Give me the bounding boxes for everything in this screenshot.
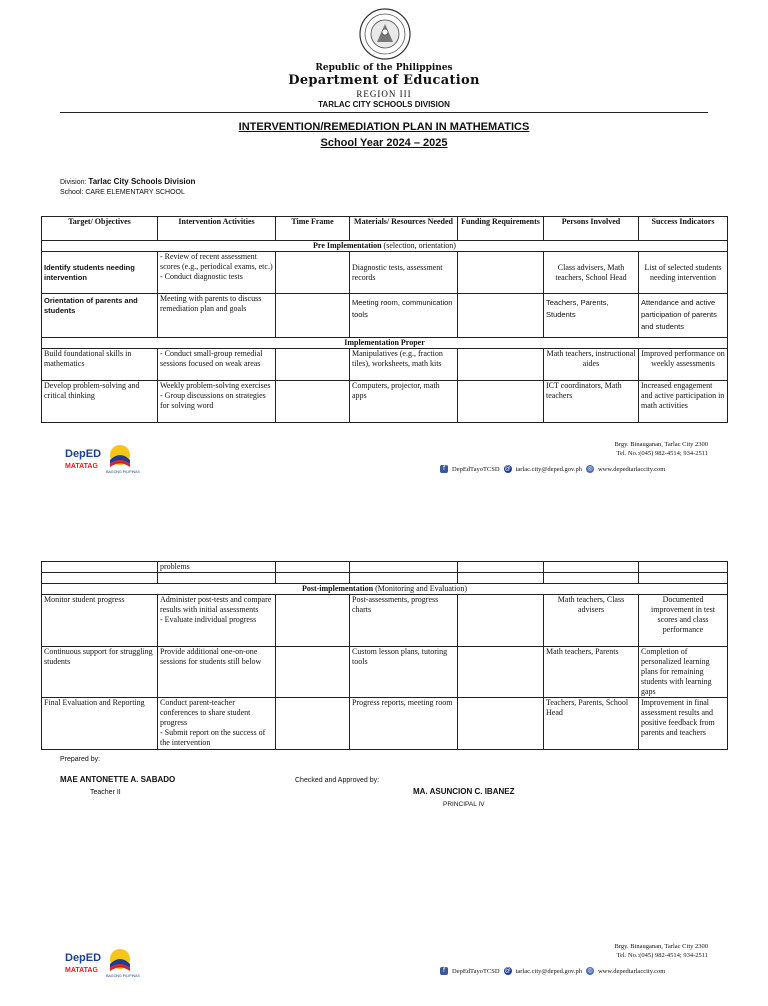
svg-text:BAGONG PILIPINAS: BAGONG PILIPINAS (106, 974, 140, 978)
cell-time-frame (276, 698, 350, 750)
school-info (60, 189, 185, 196)
svg-text:MATATAG: MATATAG (65, 967, 98, 974)
email-icon: @ (504, 465, 511, 472)
plan-table-page1 (41, 216, 728, 423)
cell-indicators: Increased engagement and active participation in math activities (639, 381, 728, 423)
cell-funding (458, 252, 544, 294)
cell-target: Develop problem-solving and critical thinking (42, 381, 158, 423)
division-value: Tarlac City Schools Division (88, 177, 196, 186)
post-section-note: (Monitoring and Evaluation) (373, 584, 468, 593)
facebook-icon: f (440, 967, 448, 975)
pre-section-note: (selection, orientation) (381, 241, 456, 250)
cell-indicators: Documented improvement in test scores and class performance (639, 595, 728, 647)
pre-section-title: Pre Implementation (313, 241, 382, 250)
cell-target: Final Evaluation and Reporting (42, 698, 158, 750)
impl-section-title: Implementation Proper (344, 338, 425, 347)
cell-activities: - Review of recent assessment scores (e.g., periodical exams, etc.) - Conduct diagnostic tests (158, 252, 276, 294)
header-indicators: Success Indicators (639, 217, 728, 241)
tel-text: Tel. No.:(045) 982-4514; 934-2511 (616, 450, 708, 457)
cell-materials: Manipulatives (e.g., fraction tiles), worksheets, math kits (350, 349, 458, 381)
deped-seal-icon (359, 8, 411, 60)
header-funding: Funding Requirements (458, 217, 544, 241)
header-time-frame: Time Frame (276, 217, 350, 241)
cell-activities: Conduct parent-teacher conferences to share student progress - Submit report on the success of the intervention (158, 698, 276, 750)
preparer-title: Teacher II (90, 789, 121, 796)
cell-target: Monitor student progress (42, 595, 158, 647)
cell-materials: Post-assessments, progress charts (350, 595, 458, 647)
globe-icon: ◎ (587, 465, 593, 472)
address-text: Brgy. Binauganan, Tarlac City 2300 (614, 441, 708, 448)
cell-activities: Meeting with parents to discuss remediation plan and goals (158, 294, 276, 338)
cell-persons: Math teachers, Parents (544, 647, 639, 698)
school-value: CARE ELEMENTARY SCHOOL (85, 189, 185, 196)
cell-time-frame (276, 647, 350, 698)
preparer-name: MAE ANTONETTE A. SABADO (60, 775, 176, 784)
section-row-post (42, 584, 728, 595)
website-link[interactable]: www.depedtarlaccity.com (597, 967, 666, 975)
svg-text:MATATAG: MATATAG (65, 463, 98, 470)
cell-indicators: Improvement in final assessment results and positive feedback from parents and teachers (639, 698, 728, 750)
globe-icon: ◎ (587, 967, 593, 974)
cell-persons: ICT coordinators, Math teachers (544, 381, 639, 423)
prepared-by-label: Prepared by: (60, 756, 101, 763)
checked-by-label: Checked and Approved by: (295, 777, 380, 784)
header-materials: Materials/ Resources Needed (350, 217, 458, 241)
svg-text:DepED: DepED (65, 952, 102, 964)
division-info (60, 177, 195, 186)
approver-title: PRINCIPAL IV (443, 801, 485, 808)
cell-materials: Progress reports, meeting room (350, 698, 458, 750)
section-row-pre (42, 241, 728, 252)
cell-target: Identify students needing intervention (42, 252, 158, 294)
division-label: Division: (60, 179, 87, 186)
cell-materials: Computers, projector, math apps (350, 381, 458, 423)
header-divider (60, 112, 708, 113)
cell-funding (458, 349, 544, 381)
header-target: Target/ Objectives (42, 217, 158, 241)
table-row (42, 647, 728, 698)
cell-target: Orientation of parents and students (42, 294, 158, 338)
header-persons: Persons Involved (544, 217, 639, 241)
deped-matatag-logo-icon (64, 444, 100, 472)
table-row-empty (42, 573, 728, 584)
cell-persons: Math teachers, instructional aides (544, 349, 639, 381)
website-link[interactable]: www.depedtarlaccity.com (597, 465, 666, 473)
svg-text:DepED: DepED (65, 448, 102, 460)
cell-indicators: List of selected students needing intervention (639, 252, 728, 294)
cell-funding (458, 294, 544, 338)
cell-persons: Teachers, Parents, School Head (544, 698, 639, 750)
cell-persons: Teachers, Parents, Students (544, 294, 639, 338)
table-row (42, 381, 728, 423)
table-row (42, 349, 728, 381)
tel-text: Tel. No.:(045) 982-4514; 934-2511 (616, 952, 708, 959)
deped-matatag-logo-icon (64, 948, 100, 976)
cell-time-frame (276, 349, 350, 381)
cell-persons: Class advisers, Math teachers, School Head (544, 252, 639, 294)
footer-links (440, 967, 665, 975)
cell-activities: Provide additional one-on-one sessions for students still below (158, 647, 276, 698)
table-row (42, 294, 728, 338)
cell-funding (458, 595, 544, 647)
cell-indicators: Attendance and active participation of parents and students (639, 294, 728, 338)
cell-activities: - Conduct small-group remedial sessions focused on weak areas (158, 349, 276, 381)
table-row-continued (42, 562, 728, 573)
cell-materials: Custom lesson plans, tutoring tools (350, 647, 458, 698)
approver-name: MA. ASUNCION C. IBANEZ (413, 787, 515, 796)
facebook-link[interactable]: DepEdTayoTCSD (452, 465, 500, 473)
cell-time-frame (276, 595, 350, 647)
bagong-pilipinas-logo-icon (104, 442, 140, 474)
footer-address (615, 440, 708, 458)
cell-indicators: Completion of personalized learning plans for remaining students with learning gaps (639, 647, 728, 698)
table-row (42, 698, 728, 750)
cell-activities: Weekly problem-solving exercises - Group discussions on strategies for solving word (158, 381, 276, 423)
section-row-implementation (42, 338, 728, 349)
document-title: INTERVENTION/REMEDIATION PLAN IN MATHEMATICS (238, 121, 530, 133)
cell-funding (458, 381, 544, 423)
cell-indicators: Improved performance on weekly assessments (639, 349, 728, 381)
table-row (42, 595, 728, 647)
school-label: School: (60, 189, 84, 196)
facebook-link[interactable]: DepEdTayoTCSD (452, 967, 500, 975)
facebook-icon: f (440, 465, 448, 473)
svg-text:BAGONG PILIPINAS: BAGONG PILIPINAS (106, 470, 140, 474)
cell-time-frame (276, 252, 350, 294)
division-header: TARLAC CITY SCHOOLS DIVISION (318, 100, 450, 109)
email-link[interactable]: tarlac.city@deped.gov.ph (515, 465, 582, 473)
region-text: REGION III (356, 89, 412, 99)
cell-funding (458, 698, 544, 750)
cell-materials: Diagnostic tests, assessment records (350, 252, 458, 294)
cell-target: Continuous support for struggling students (42, 647, 158, 698)
post-section-title: Post-implementation (301, 584, 374, 593)
cell-persons: Math teachers, Class advisers (544, 595, 639, 647)
cell-time-frame (276, 381, 350, 423)
cell-activities: Administer post-tests and compare results with initial assessments - Evaluate individual progress (158, 595, 276, 647)
cell-target: Build foundational skills in mathematics (42, 349, 158, 381)
cell-materials: Meeting room, communication tools (350, 294, 458, 338)
address-text: Brgy. Binauganan, Tarlac City 2300 (614, 943, 708, 950)
plan-table-page2 (41, 561, 728, 750)
table-row (42, 252, 728, 294)
bagong-pilipinas-logo-icon (104, 946, 140, 978)
cell-activities-continued: problems (158, 562, 276, 573)
header-activities: Intervention Activities (158, 217, 276, 241)
footer-links (440, 465, 665, 473)
email-link[interactable]: tarlac.city@deped.gov.ph (515, 967, 582, 975)
cell-funding (458, 647, 544, 698)
department-text: Department of Education (288, 73, 480, 88)
republic-text: Republic of the Philippines (315, 63, 453, 73)
cell-time-frame (276, 294, 350, 338)
table-header-row (42, 217, 728, 241)
school-year: School Year 2024 – 2025 (320, 137, 448, 149)
email-icon: @ (504, 967, 511, 974)
footer-address (615, 942, 708, 960)
